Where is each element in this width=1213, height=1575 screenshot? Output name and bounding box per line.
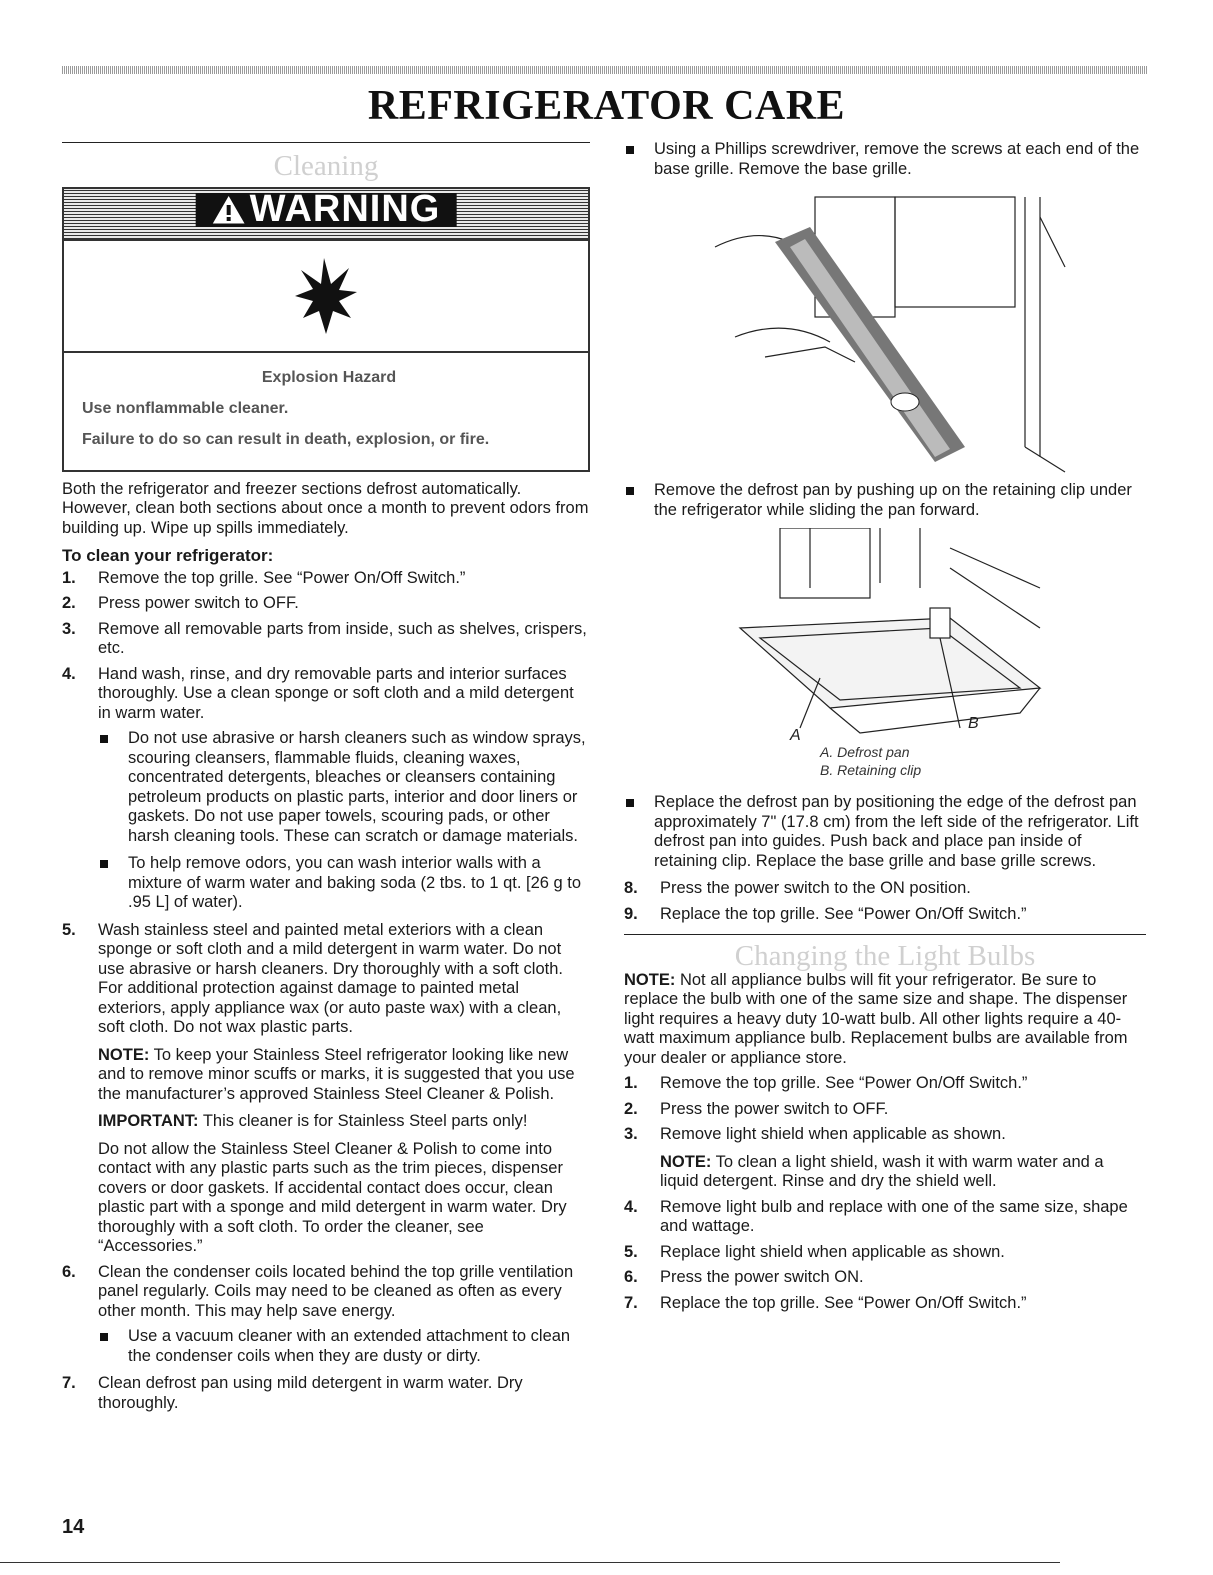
step-number: 4.	[624, 1197, 638, 1216]
list-item	[624, 1198, 1146, 1237]
cleaning-intro: Both the refrigerator and freezer sections defrost automatically. However, clean both sections about once a month to prevent odors from building up. Wipe up spills immediately.	[62, 479, 589, 537]
step-number: 9.	[624, 904, 638, 923]
bullet-icon	[626, 146, 634, 154]
list-item	[624, 905, 1146, 925]
base-grille-illustration	[695, 187, 1075, 477]
note-label: NOTE:	[660, 1152, 712, 1171]
note-text: To clean a light shield, wash it with warm water and a liquid detergent. Rinse and dry the shield well.	[660, 1152, 1104, 1190]
bulbs-steps	[624, 1074, 1146, 1313]
defrost-pan-illustration	[720, 528, 1050, 743]
bullet-item	[624, 140, 1146, 179]
caption-defrost-pan: A. Defrost pan	[820, 744, 910, 760]
section-rule	[624, 934, 1146, 935]
bottom-rule	[0, 1562, 1060, 1563]
bullet-icon	[626, 799, 634, 807]
stainless-note	[98, 1046, 590, 1105]
step-number: 5.	[624, 1242, 638, 1261]
important-label: IMPORTANT:	[98, 1112, 199, 1130]
note-label: NOTE:	[98, 1045, 150, 1064]
step-text: Replace the top grille. See “Power On/Off Switch.”	[660, 1293, 1027, 1312]
caption-retaining-clip: B. Retaining clip	[820, 762, 922, 778]
note-text: To keep your Stainless Steel refrigerator looking like new and to remove minor scuffs or marks, it is suggested that you use the manufacturer’s approved Stainless Steel Cleaner & Polish.	[98, 1045, 575, 1103]
list-item	[62, 569, 590, 589]
step-number: 1.	[62, 568, 76, 587]
explosion-icon	[291, 256, 361, 336]
step-number: 7.	[624, 1293, 638, 1312]
list-item	[62, 665, 590, 913]
step-number: 6.	[624, 1268, 638, 1286]
step-text: Hand wash, rinse, and dry removable parts and interior surfaces thoroughly. Use a clean sponge or soft cloth and a mild detergent in warm water.	[98, 664, 574, 722]
hazard-title: Explosion Hazard	[261, 368, 397, 386]
step-number: 2.	[62, 594, 76, 612]
step-text: Replace light shield when applicable as shown.	[660, 1242, 1005, 1261]
list-item	[62, 594, 590, 614]
step-text: Wash stainless steel and painted metal exteriors with a clean sponge or soft cloth and a mild detergent in warm water. Do not use abrasive or harsh cleaners. Dry thoroughly with a soft cloth. For additional protection against damage to painted metal exteriors, apply appliance wax (or auto paste wax) with a clean, soft cloth. Do not wax plastic parts.	[98, 920, 563, 1036]
note-label: NOTE:	[624, 970, 676, 989]
left-column	[62, 142, 590, 1419]
figure-label-b: B	[968, 715, 979, 732]
list-item	[624, 879, 1146, 899]
bullet-text: Remove the defrost pan by pushing up on the retaining clip under the refrigerator while sliding the pan forward.	[654, 481, 1132, 519]
important-text: This cleaner is for Stainless Steel parts only!	[202, 1112, 528, 1130]
bulbs-heading: Changing the Light Bulbs	[734, 940, 1036, 972]
step-text: Press the power switch to OFF.	[660, 1099, 889, 1118]
step-text: Clean defrost pan using mild detergent in warm water. Dry thoroughly.	[98, 1374, 523, 1412]
step-text: Clean the condenser coils located behind the top grille ventilation panel regularly. Coils may need to be cleaned as often as every other month. This may help save energy.	[98, 1262, 574, 1320]
light-shield-note	[660, 1153, 1146, 1192]
step-number: 2.	[624, 1099, 638, 1118]
step-number: 1.	[624, 1074, 638, 1092]
warning-badge	[196, 187, 457, 230]
page-number: 14	[62, 1516, 85, 1538]
cleaning-subheading: To clean your refrigerator:	[62, 546, 274, 565]
bullet-item	[624, 793, 1146, 871]
bullet-icon	[100, 735, 108, 743]
step-text: Remove light shield when applicable as shown.	[660, 1125, 1006, 1143]
cleaning-steps-continued	[624, 879, 1146, 924]
step-text: Press the power switch ON.	[660, 1268, 864, 1286]
bullet-text: Use a vacuum cleaner with an extended attachment to clean the condenser coils when they are dusty or dirty.	[128, 1327, 571, 1365]
warning-text	[64, 353, 588, 470]
top-decorative-band	[62, 66, 1147, 74]
warning-line-1: Use nonflammable cleaner.	[82, 399, 289, 417]
list-item	[62, 1374, 590, 1413]
warning-icon-area	[64, 241, 588, 353]
bullet-text: Do not use abrasive or harsh cleaners such as window sprays, scouring cleansers, flammable fluids, cleaning waxes, concentrated detergents, bleaches or cleansers containing petroleum products on plastic parts, interior and door liners or gaskets. Do not use paper towels, scouring pads, or other harsh cleaning tools. These can scratch or damage materials.	[128, 729, 586, 845]
list-item	[62, 1263, 590, 1367]
bullet-item	[98, 854, 590, 913]
note-text: Not all appliance bulbs will fit your refrigerator. Be sure to replace the bulb with one of the same size and shape. The dispenser light requires a heavy duty 10-watt bulb. All other lights require a 40-watt maximum appliance bulb. Replacement bulbs are available from your dealer or appliance store.	[624, 970, 1128, 1067]
bullet-icon	[100, 860, 108, 868]
bullet-text: Using a Phillips screwdriver, remove the screws at each end of the base grille. Remove the base grille.	[654, 140, 1140, 178]
warning-label: WARNING	[249, 187, 441, 230]
step-number: 7.	[62, 1374, 76, 1392]
step-text: Press the power switch to the ON position.	[660, 879, 971, 897]
list-item	[62, 620, 590, 659]
step-number: 5.	[62, 920, 76, 939]
step-text: Remove light bulb and replace with one of the same size, shape and wattage.	[660, 1197, 1128, 1235]
bullet-text: Replace the defrost pan by positioning the edge of the defrost pan approximately 7" (17.8 cm) from the left side of the refrigerator. Lift defrost pan into guides. Push back and place pan inside of retaining clip. Replace the base grille and base grille screws.	[654, 793, 1139, 870]
bullet-item	[624, 481, 1146, 520]
step-text: Press power switch to OFF.	[98, 594, 299, 612]
step-text: Remove the top grille. See “Power On/Off Switch.”	[660, 1074, 1028, 1092]
warning-line-2: Failure to do so can result in death, explosion, or fire.	[82, 430, 490, 448]
bulbs-note	[624, 971, 1146, 1069]
important-note	[98, 1112, 590, 1132]
list-item	[624, 1100, 1146, 1120]
figure-label-a: A	[790, 727, 801, 743]
bullet-item	[98, 1327, 590, 1366]
step-text: Remove all removable parts from inside, such as shelves, crispers, etc.	[98, 619, 587, 657]
alert-triangle-icon	[212, 195, 246, 225]
contact-note: Do not allow the Stainless Steel Cleaner & Polish to come into contact with any plastic parts such as the trim pieces, dispenser covers or door gaskets. If accidental contact does occur, clean plastic part with a sponge and mild detergent in warm water. Dry thoroughly with a soft cloth. To order the cleaner, see “Accessories.”	[98, 1139, 567, 1255]
step-number: 8.	[624, 879, 638, 897]
list-item	[62, 921, 590, 1257]
step-text: Replace the top grille. See “Power On/Off Switch.”	[660, 904, 1027, 923]
bullet-icon	[100, 1333, 108, 1341]
warning-box	[62, 187, 590, 472]
step-number: 3.	[62, 619, 76, 638]
figure-caption	[820, 743, 1146, 779]
warning-header	[64, 189, 588, 241]
bullet-icon	[626, 487, 634, 495]
step-number: 4.	[62, 664, 76, 683]
page-title: REFRIGERATOR CARE	[367, 83, 846, 129]
bullet-item	[98, 729, 590, 846]
list-item	[624, 1074, 1146, 1094]
step-number: 6.	[62, 1262, 76, 1281]
step-number: 3.	[624, 1125, 638, 1143]
bullet-text: To help remove odors, you can wash interior walls with a mixture of warm water and baking soda (2 tbs. to 1 qt. [26 g to .95 L] of water).	[128, 854, 582, 911]
cleaning-steps	[62, 569, 590, 1414]
list-item	[624, 1268, 1146, 1288]
right-column	[624, 140, 1146, 1319]
list-item	[624, 1125, 1146, 1192]
cleaning-heading: Cleaning	[273, 150, 379, 182]
section-rule	[62, 142, 590, 143]
list-item	[624, 1294, 1146, 1314]
list-item	[624, 1243, 1146, 1263]
step-text: Remove the top grille. See “Power On/Off Switch.”	[98, 568, 466, 587]
